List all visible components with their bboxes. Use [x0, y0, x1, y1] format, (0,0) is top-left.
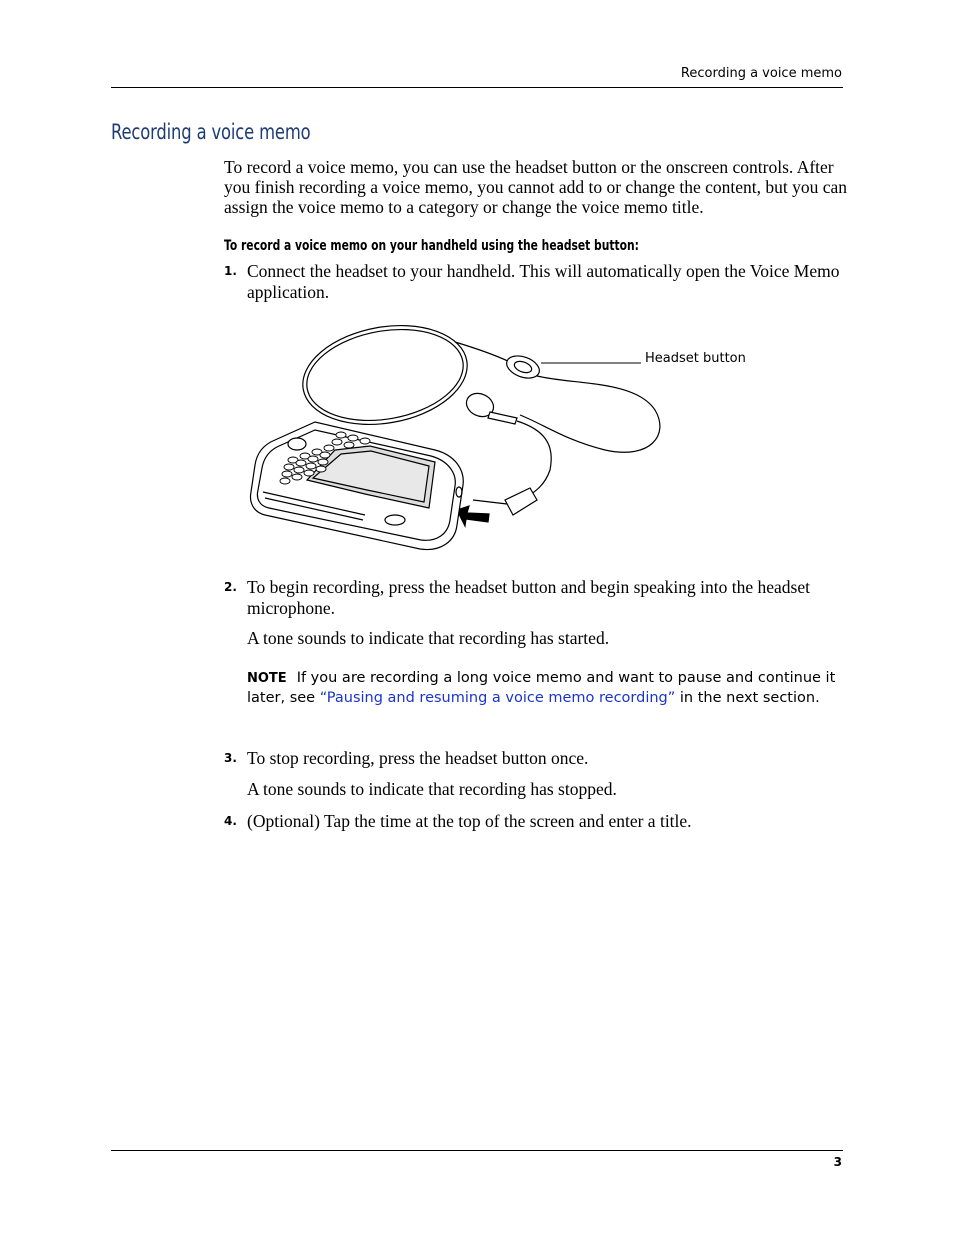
- note-text: If you are recording a long voice memo and want to pause and continue it later, see: [247, 670, 836, 706]
- intro-paragraph: To record a voice memo, you can use the headset button or the onscreen controls. After you finish recording a voice memo, you cannot add to or change the content, but you can assign the voice memo to a category or change the voice memo title.: [224, 157, 848, 217]
- cross-reference-link[interactable]: “Pausing and resuming a voice memo recording”: [319, 689, 676, 706]
- section-title: Recording a voice memo: [111, 120, 311, 144]
- step-text: To stop recording, press the headset button once.: [247, 748, 589, 768]
- step-3-result: A tone sounds to indicate that recording has stopped.: [247, 779, 617, 799]
- step-number: 2.: [224, 580, 237, 594]
- running-header: Recording a voice memo: [680, 66, 842, 81]
- step-number: 1.: [224, 264, 237, 278]
- step-4: [224, 811, 844, 832]
- step-number: 3.: [224, 751, 237, 765]
- step-2-result: A tone sounds to indicate that recording has started.: [247, 628, 610, 648]
- headset-button-callout: Headset button: [645, 351, 746, 366]
- step-text: Connect the headset to your handheld. This will automatically open the Voice Memo application.: [247, 261, 840, 302]
- note-label: NOTE: [247, 671, 287, 686]
- header-rule: [111, 87, 843, 88]
- step-2: [224, 577, 844, 618]
- step-3: [224, 748, 844, 769]
- note-text-end: in the next section.: [675, 689, 820, 706]
- step-text: (Optional) Tap the time at the top of the screen and enter a title.: [247, 811, 692, 831]
- step-1: [224, 261, 844, 302]
- note: [247, 669, 837, 708]
- footer-rule: [111, 1150, 843, 1151]
- page-number: 3: [833, 1155, 842, 1169]
- step-number: 4.: [224, 814, 237, 828]
- procedure-heading: To record a voice memo on your handheld using the headset button:: [224, 238, 639, 254]
- step-text: To begin recording, press the headset button and begin speaking into the headset microphone.: [247, 577, 810, 618]
